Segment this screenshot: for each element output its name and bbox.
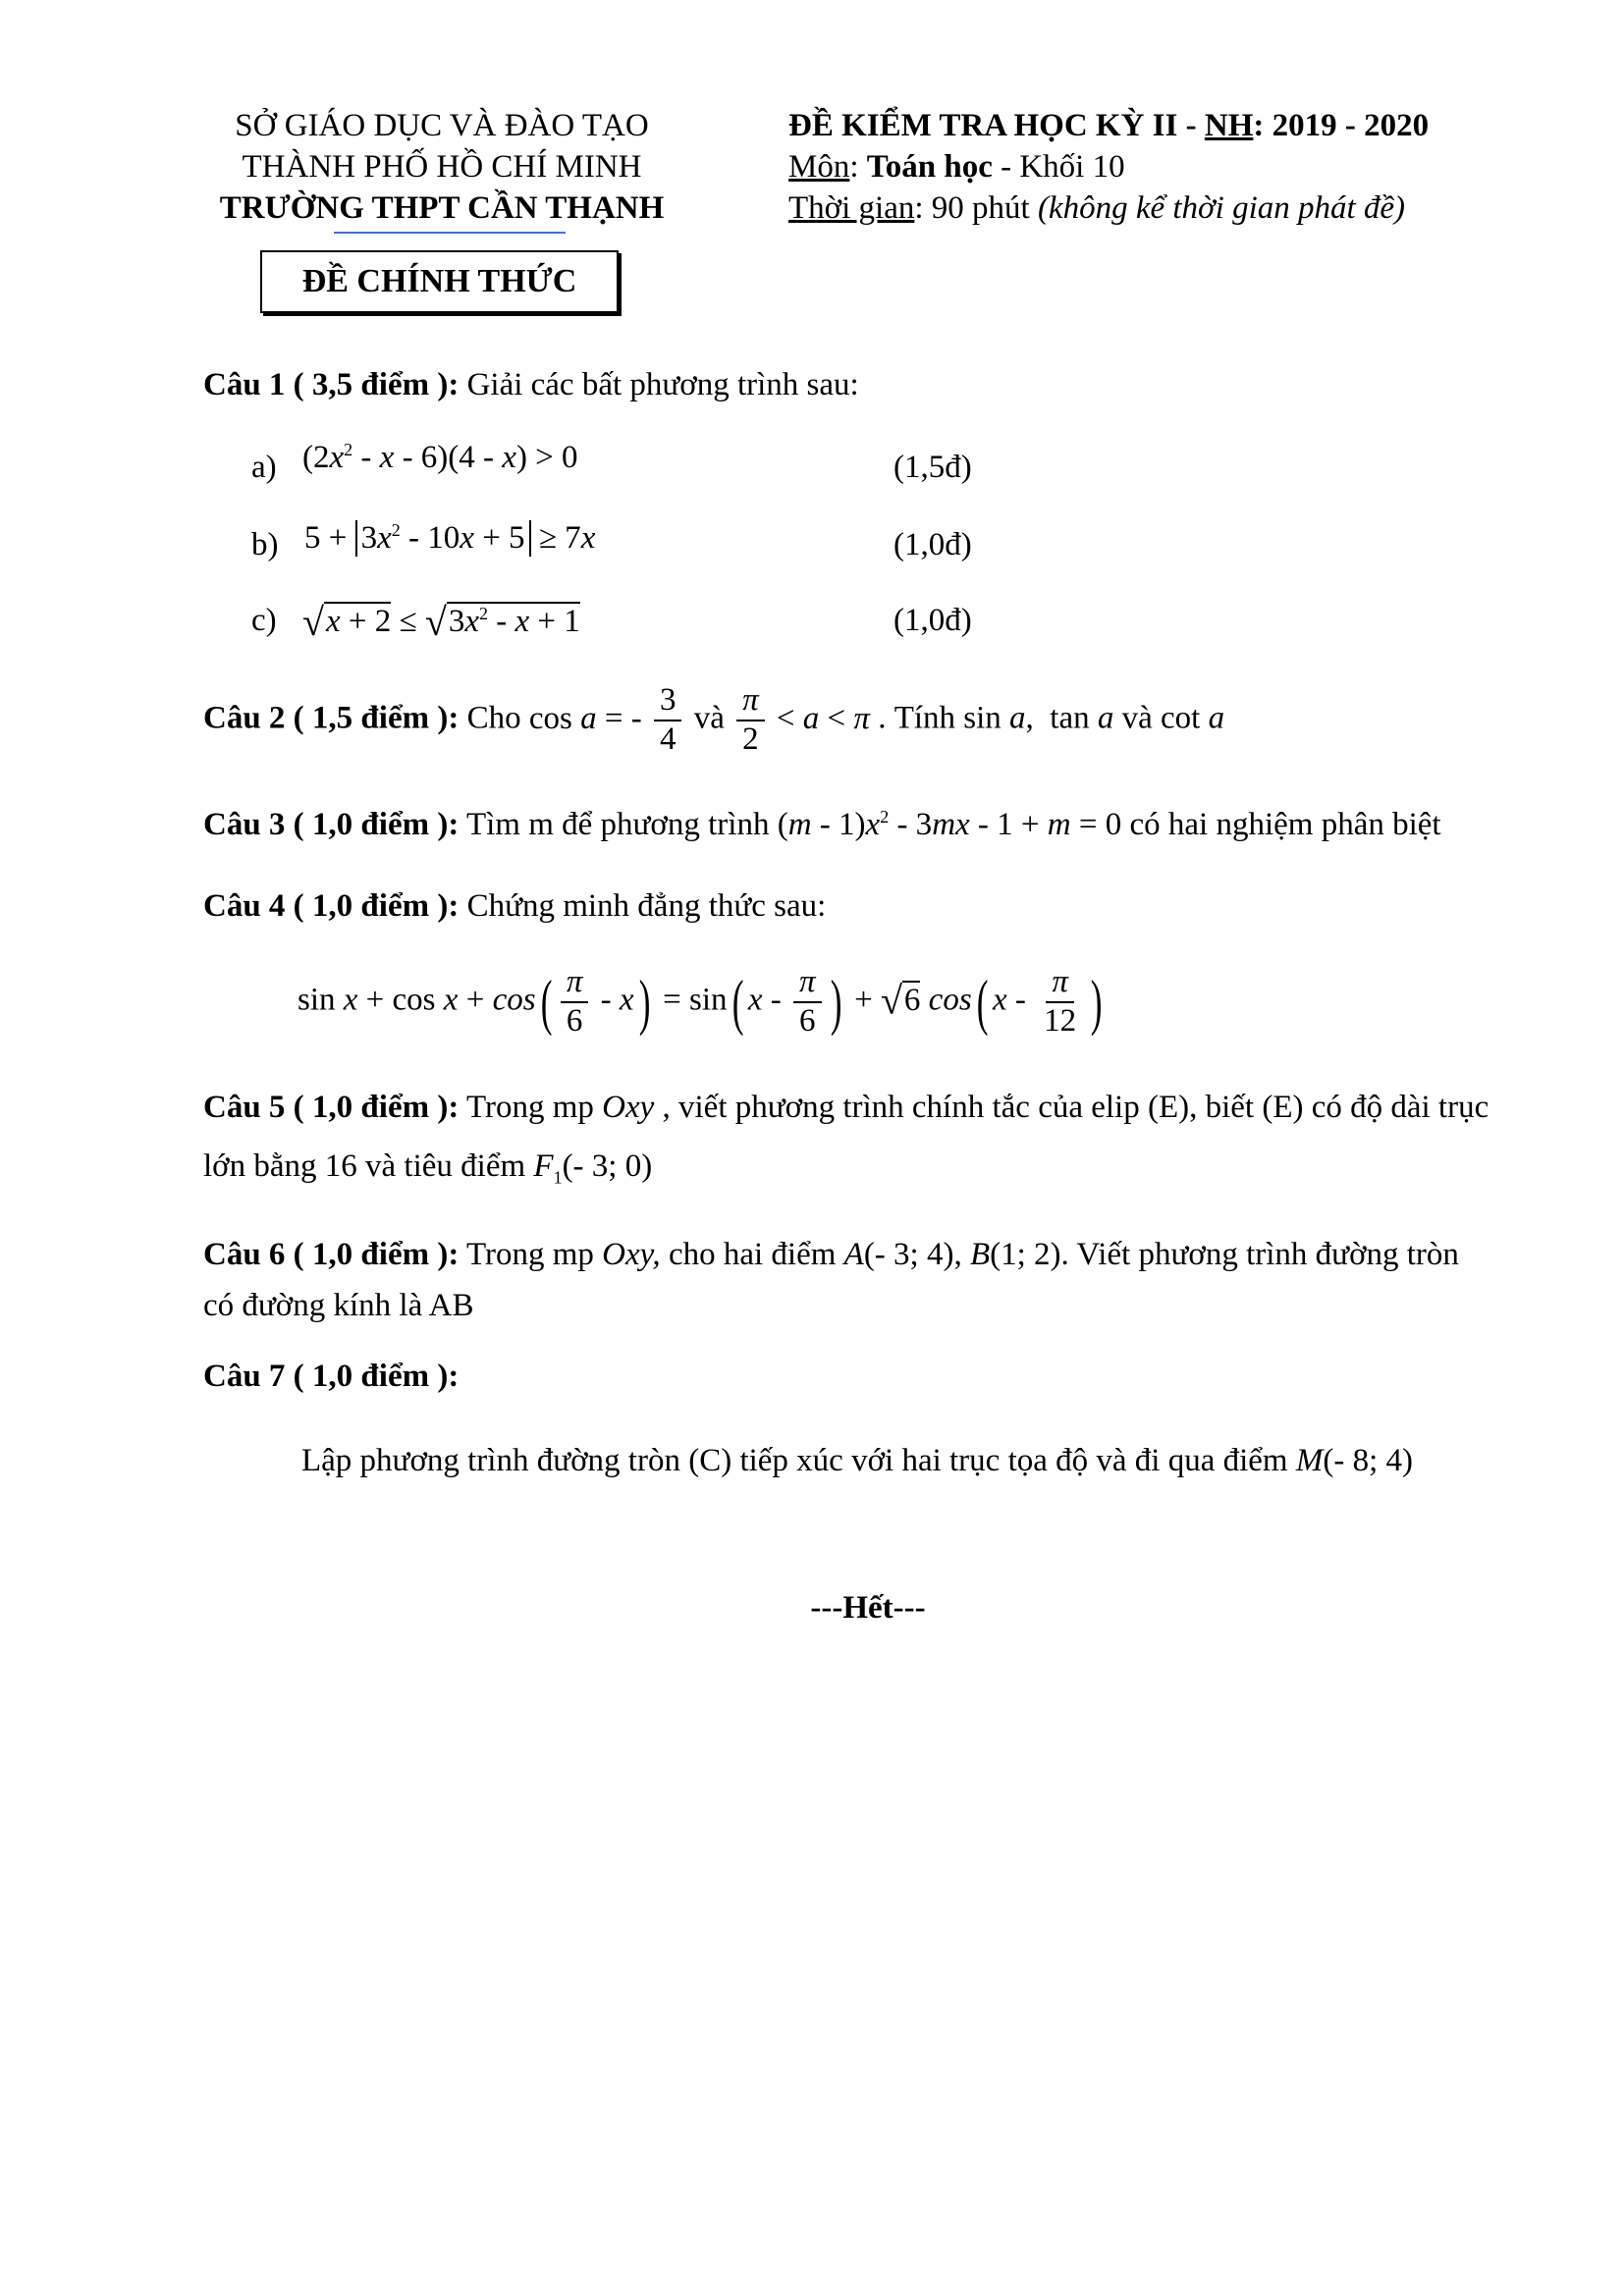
q1-part-c-letter: c) xyxy=(251,603,277,638)
question-5-text-c: lớn bằng 16 và tiêu điểm xyxy=(203,1148,534,1184)
cos-a-given: cos a = - $\frac{3}{4}$ xyxy=(529,701,686,736)
q3-equation: $(m - 1)x^2 - 3mx - 1 + m = 0$ xyxy=(777,807,1122,842)
city-name: THÀNH PHỐ HỒ CHÍ MINH xyxy=(242,149,642,185)
question-7-label: Câu 7 ( 1,0 điểm ): xyxy=(203,1359,460,1394)
question-4-label: Câu 4 ( 1,0 điểm ): xyxy=(203,888,460,924)
question-1 xyxy=(203,367,859,403)
q1-part-b-expression: $5 + 3x^2 - 10x + 5 \ge 7x$ xyxy=(304,520,596,556)
oxy-plane: Oxy xyxy=(602,1090,655,1125)
question-5-text-a: Trong mp xyxy=(459,1090,603,1125)
question-2-label: Câu 2 ( 1,5 điểm ): xyxy=(203,700,460,736)
question-6-line-2: có đường kính là AB xyxy=(203,1288,474,1323)
subject-value: Toán học xyxy=(866,149,993,185)
subject-separator: : xyxy=(849,149,867,185)
school-name: TRƯỜNG THPT CẦN THẠNH xyxy=(219,190,665,226)
question-6 xyxy=(203,1237,1459,1273)
question-2-text-d: và xyxy=(1113,700,1162,736)
subject-label: Môn xyxy=(788,149,850,185)
question-4 xyxy=(203,888,826,925)
question-5-text-b: , viết phương trình chính tắc của elip (E), biết (E) có độ dài trục xyxy=(654,1090,1489,1125)
exam-title-text: ĐỀ KIỂM TRA HỌC KỲ II - xyxy=(788,108,1205,143)
question-3 xyxy=(203,807,1441,843)
q1-part-a-points: (1,5đ) xyxy=(893,450,972,485)
point-m: M(- 8; 4) xyxy=(1295,1443,1413,1478)
question-5 xyxy=(203,1090,1489,1126)
q4-identity: sin x + cos x + cos( $\frac{\pi}{6}$ - x) = sin( x - $\frac{\pi}{6}$ ) + √6 cos( x - $\frac{\pi}{12}$ ) xyxy=(298,964,1103,1039)
question-2 xyxy=(203,682,1224,759)
time-note: (không kể thời gian phát đề) xyxy=(1037,190,1406,226)
question-1-label: Câu 1 ( 3,5 điểm ): xyxy=(203,367,460,402)
q1-part-a-letter: a) xyxy=(251,450,277,485)
exam-title xyxy=(788,108,1429,144)
question-6-text-b: cho hai điểm xyxy=(660,1237,844,1272)
q1-part-c-points: (1,0đ) xyxy=(893,603,972,638)
cot-term: cot a xyxy=(1161,700,1225,736)
end-marker: ---Hết--- xyxy=(810,1590,926,1626)
angle-range: $\frac{\pi}{2}$ < a < π xyxy=(732,701,870,736)
question-5-label: Câu 5 ( 1,0 điểm ): xyxy=(203,1090,460,1125)
question-2-text-a: Cho xyxy=(459,700,529,736)
department-name: SỞ GIÁO DỤC VÀ ĐÀO TẠO xyxy=(235,108,649,143)
q1-part-b-letter: b) xyxy=(251,527,279,562)
focus-point: $F_1(-$ 3; 0) xyxy=(533,1148,653,1188)
time-value: : 90 phút xyxy=(914,190,1038,226)
time-line xyxy=(788,190,1405,227)
q1-part-c-expression: $√x + 2 \le √3x^2 - x + 1$ xyxy=(302,600,580,644)
question-4-text: Chứng minh đẳng thức sau: xyxy=(459,888,827,924)
question-2-text-c: . Tính xyxy=(878,700,956,736)
oxy-plane-2: Oxy, xyxy=(602,1237,661,1272)
question-1-text: Giải các bất phương trình sau: xyxy=(459,367,859,402)
question-6-text-c: Viết phương trình đường tròn xyxy=(1068,1237,1459,1272)
subject-grade: - Khối 10 xyxy=(992,149,1125,185)
q1-part-b-points: (1,0đ) xyxy=(893,527,972,562)
school-year: : 2019 - 2020 xyxy=(1253,108,1430,143)
question-3-text-a: Tìm m để phương trình xyxy=(459,807,778,842)
official-stamp: ĐỀ CHÍNH THỨC xyxy=(260,250,619,313)
question-7-text: Lập phương trình đường tròn (C) tiếp xúc với hai trục tọa độ và đi qua điểm xyxy=(301,1443,1296,1478)
q1-part-a-expression: $(2x^2 - x - 6)(4 - x) > 0$ xyxy=(302,440,578,475)
question-2-text-b: và xyxy=(693,700,733,736)
question-7 xyxy=(301,1443,1413,1479)
question-3-label: Câu 3 ( 1,0 điểm ): xyxy=(203,807,460,842)
question-6-label: Câu 6 ( 1,0 điểm ): xyxy=(203,1237,460,1272)
sin-tan-terms: sin a, tan a xyxy=(963,700,1114,736)
question-5-line-2 xyxy=(203,1148,652,1189)
question-3-text-b: có hai nghiệm phân biệt xyxy=(1121,807,1441,842)
points-a-b: A(- 3; 4), B(1; 2). xyxy=(843,1237,1069,1272)
subject-line xyxy=(788,149,1125,186)
school-underline xyxy=(334,232,566,234)
time-label: Thời gian xyxy=(788,190,915,226)
school-year-label: NH xyxy=(1204,108,1254,143)
question-6-text-a: Trong mp xyxy=(459,1237,603,1272)
